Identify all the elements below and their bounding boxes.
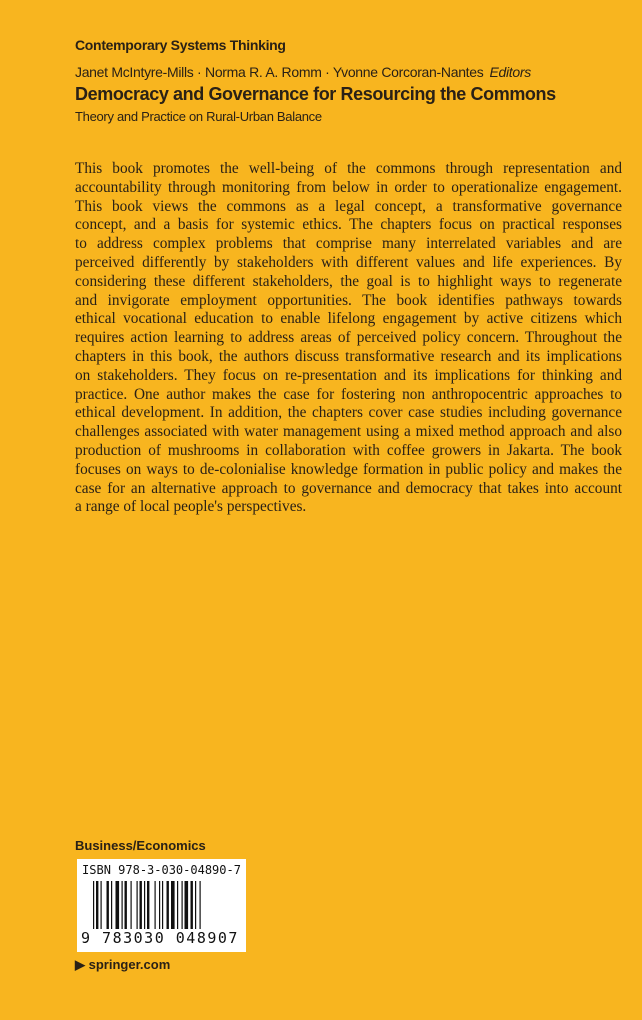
book-subtitle: Theory and Practice on Rural-Urban Balance	[75, 109, 322, 124]
blurb-line: case for an alternative approach to governance and democracy that takes into account	[75, 479, 622, 497]
blurb	[75, 160, 622, 517]
blurb-line: perceived differently by stakeholders with different values and life experiences. By	[75, 253, 622, 271]
blurb-line: requires action learning to address areas of perceived policy concern. Throughout the	[75, 329, 622, 347]
blurb-line: ethical vocational education to enable lifelong engagement by active citizens which	[75, 310, 622, 328]
blurb-line: focuses on ways to de-colonialise knowledge formation in public policy and makes the	[75, 460, 622, 478]
blurb-line: accountability through monitoring from below in order to operationalize engagement.	[75, 178, 622, 196]
blurb-line: This book views the commons as a legal concept, a transformative governance	[75, 197, 622, 215]
blurb-line: to address complex problems that comprise many interrelated variables and are	[75, 235, 622, 253]
publisher-link[interactable]	[75, 957, 170, 973]
series-name: Contemporary Systems Thinking	[75, 37, 286, 53]
blurb-line: on stakeholders. They focus on re-presentation and its implications for thinking and	[75, 366, 622, 384]
blurb-line: considering these different stakeholders, the goal is to highlight ways to regenerate	[75, 272, 622, 290]
website-label: springer.com	[88, 957, 171, 972]
editor-names: Janet McIntyre-Mills · Norma R. A. Romm · Yvonne Corcoran-Nantes	[75, 64, 484, 80]
blurb-line: production of mushrooms in collaboration with coffee growers in Jakarta. The book	[75, 441, 622, 459]
book-title: Democracy and Governance for Resourcing the Commons	[75, 84, 556, 104]
isbn-barcode	[77, 859, 246, 952]
ean-digits	[81, 929, 239, 947]
blurb-line: chapters in this book, the authors discuss transformative research and its implications	[75, 347, 622, 365]
subject-category: Business/Economics	[75, 838, 206, 853]
isbn-text: ISBN 978-3-030-04890-7	[82, 863, 241, 877]
play-arrow-icon: ▶	[75, 957, 85, 972]
blurb-line: concept, and a basis for systemic ethics. The chapters focus on practical responses	[75, 216, 622, 234]
blurb-line: practice. One author makes the case for fostering non anthropocentric approaches to	[75, 385, 622, 403]
blurb-line: ethical development. In addition, the chapters cover case studies including governance	[75, 404, 622, 422]
editors-label: Editors	[489, 64, 531, 80]
blurb-line: and invigorate employment opportunities. The book identifies pathways towards	[75, 291, 622, 309]
blurb-line: This book promotes the well-being of the commons through representation and	[75, 160, 622, 177]
blurb-line: challenges associated with water management using a mixed method approach and also	[75, 423, 622, 441]
editors	[75, 64, 531, 80]
blurb-line: a range of local people's perspectives.	[75, 498, 307, 516]
ean-number: 9 783030 048907	[81, 929, 239, 947]
